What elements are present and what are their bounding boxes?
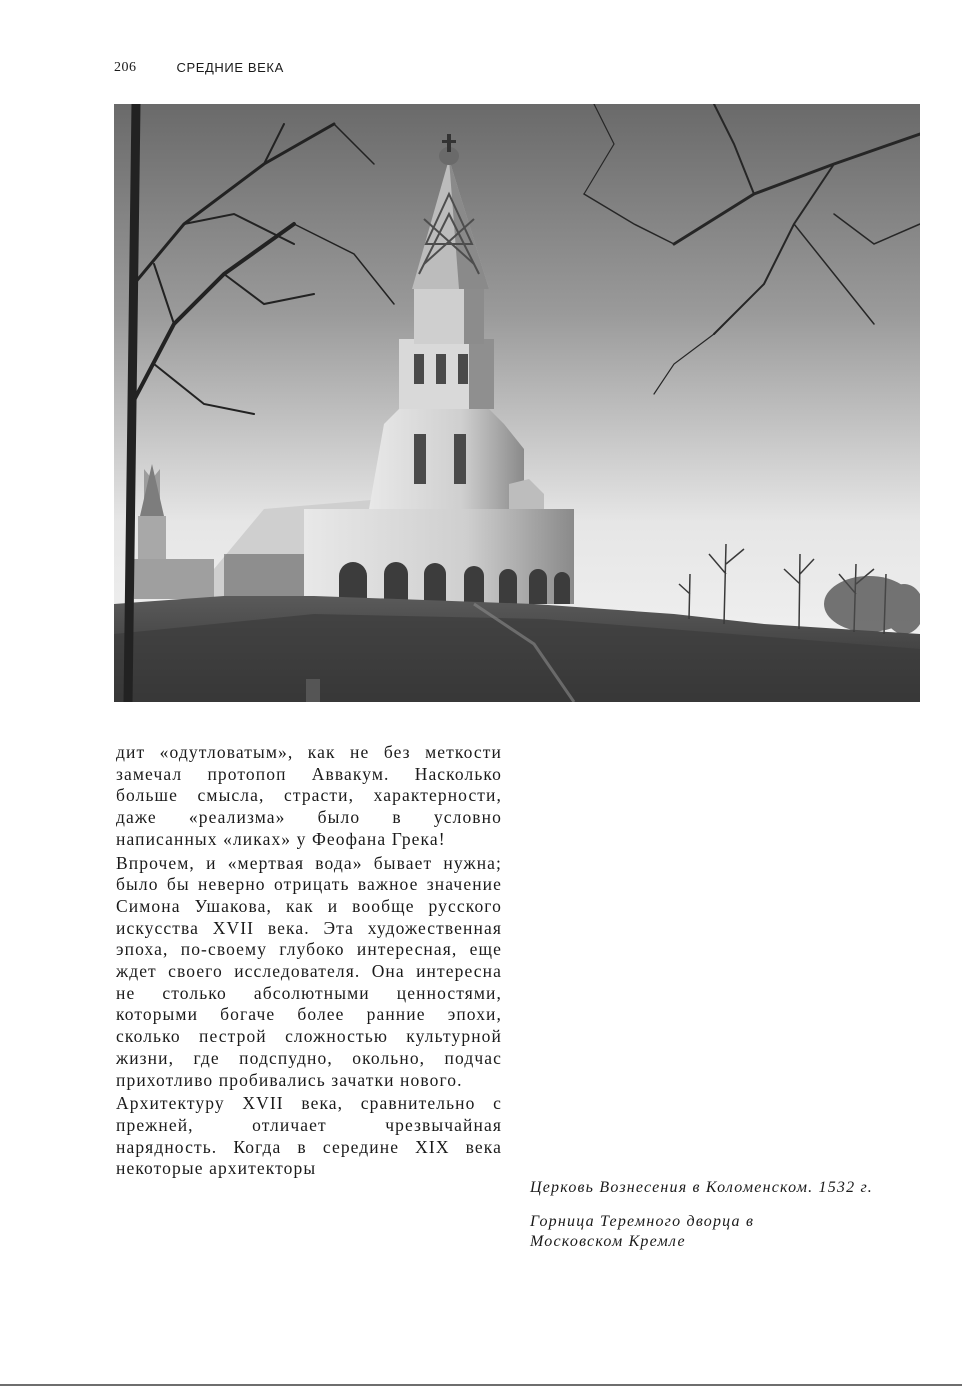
caption-church: Церковь Вознесения в Коломенском. 1532 г. [530,1179,873,1196]
caption-terem-palace: Горница Теремного дворца в Московском Кремле [530,1213,755,1250]
section-title: СРЕДНИЕ ВЕКА [176,60,284,75]
paragraph: дит «одутловатым», как не без меткости замечал протопоп Аввакум. Насколько больше смысла, страсти, характерности, даже «реализма» было в условно написанных «ликах» у Феофана Грека! [116,742,502,849]
page-number: 206 [114,60,137,75]
church-photo [114,104,920,702]
figure-captions [530,1178,900,1266]
body-text [116,742,502,1182]
paragraph: Впрочем, и «мертвая вода» бывает нужна; было бы неверно отрицать важное значение Симона Ушакова, как и вообще русского искусства XVII века. Эта художественная эпоха, по-своему глубоко интересная, еще ждет своего исследователя. Она интересна не столько абсолютными ценностями, которыми богаче более ранние эпохи, сколько пестрой сложностью культурной жизни, где подспудно, окольно, подчас прихотливо пробивались зачатки нового. [116,852,502,1090]
page-edge [0,1384,962,1386]
paragraph: Архитектуру XVII века, сравнительно с прежней, отличает чрезвычайная нарядность. Когда в середине XIX века некоторые архитекторы [116,1093,502,1179]
running-head [114,60,284,76]
